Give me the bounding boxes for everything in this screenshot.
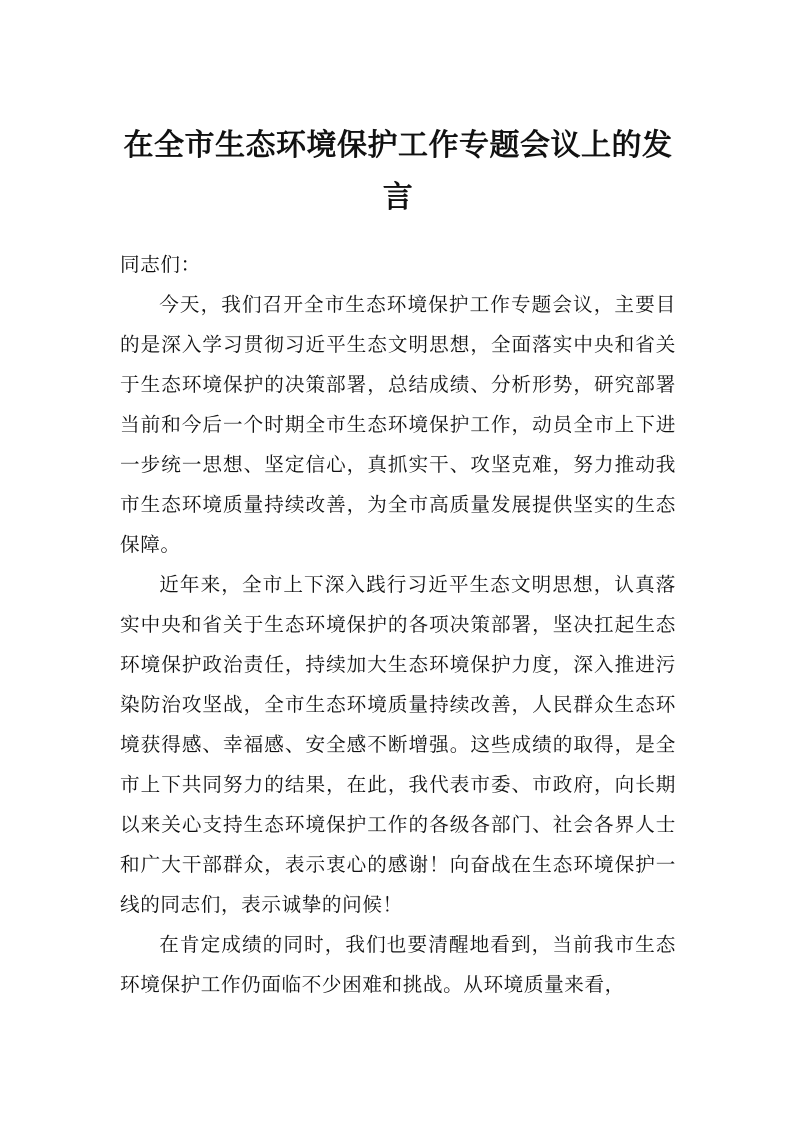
paragraph: 今天，我们召开全市生态环境保护工作专题会议，主要目的是深入学习贯彻习近平生态文明思想，全面落实中央和省关于生态环境保护的决策部署，总结成绩、分析形势，研究部署当前和今后一个时期全市生态环境保护工作，动员全市上下进一步统一思想、坚定信心，真抓实干、攻坚克难，努力推动我市生态环境质量持续改善，为全市高质量发展提供坚实的生态保障。 [120, 293, 676, 556]
paragraph: 近年来，全市上下深入践行习近平生态文明思想，认真落实中央和省关于生态环境保护的各项决策部署，坚决扛起生态环境保护政治责任，持续加大生态环境保护力度，深入推进污染防治攻坚战，全市生态环境质量持续改善，人民群众生态环境获得感、幸福感、安全感不断增强。这些成绩的取得，是全市上下共同努力的结果，在此，我代表市委、市政府，向长期以来关心支持生态环境保护工作的各级各部门、社会各界人士和广大干部群众，表示衷心的感谢！向奋战在生态环境保护一线的同志们，表示诚挚的问候！ [120, 573, 676, 916]
document-title: 在全市生态环境保护工作专题会议上的发言 [123, 128, 673, 215]
document-body [120, 245, 676, 1005]
salutation: 同志们： [120, 253, 201, 276]
paragraph: 在肯定成绩的同时，我们也要清醒地看到，当前我市生态环境保护工作仍面临不少困难和挑战。从环境质量来看， [120, 933, 676, 996]
